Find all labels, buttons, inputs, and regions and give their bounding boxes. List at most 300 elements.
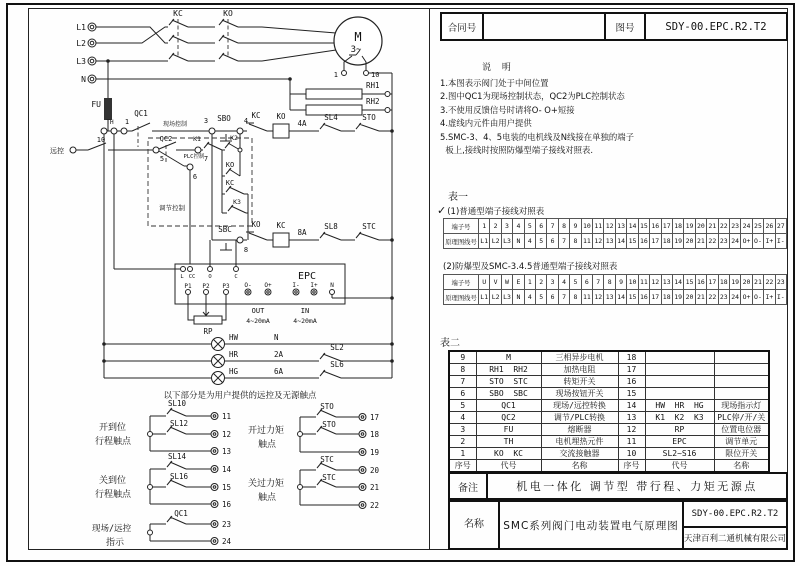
label-node4: 4 [243, 117, 249, 125]
component-cell [714, 351, 769, 364]
row-header: 原理图线号 [444, 234, 479, 249]
label-local-remote: 现场/远控 [92, 524, 132, 534]
component-cell: QC2 [476, 412, 541, 424]
label-qc1: QC1 [134, 109, 148, 118]
row-header: 端子号 [444, 275, 479, 290]
terminal-cell: 15 [638, 219, 649, 234]
user-contacts-note: 以下部分是为用户提供的远控及无源触点 [163, 391, 317, 401]
label-term-24: 24 [222, 537, 232, 546]
terminal-cell: 16 [695, 275, 706, 290]
component-cell: 代号 [476, 460, 541, 473]
terminal-cell: 14 [672, 275, 683, 290]
terminal-cell: 20 [684, 290, 695, 305]
label-in: IN [300, 307, 310, 315]
label-motor: M [354, 30, 362, 44]
component-cell: 加热电阻 [541, 364, 618, 376]
drawing-no-value: SDY-00.EPC.R2.T2 [665, 20, 767, 33]
terminal-cell: 25 [752, 219, 763, 234]
component-cell: FU [476, 424, 541, 436]
label-node5: 5 [159, 155, 165, 163]
label-o-plus: O+ [264, 282, 272, 289]
label-travel-contact-2: 行程触点 [95, 490, 132, 500]
title-block [440, 12, 788, 41]
terminal-cell: 13 [661, 275, 672, 290]
terminal-cell: 7 [547, 219, 558, 234]
label-term-20: 20 [370, 466, 380, 475]
label-rp: RP [203, 327, 213, 336]
component-cell [645, 376, 714, 388]
component-table-body [449, 351, 769, 472]
label-k3: K3 [233, 198, 241, 206]
label-close-torque: 关过力矩 [248, 479, 285, 489]
label-sl16: SL16 [169, 472, 189, 481]
label-stc-21: STC [322, 473, 336, 482]
component-row [449, 460, 769, 473]
terminal-cell: 23 [718, 290, 729, 305]
label-ko-coil: KO [276, 112, 286, 121]
terminal-cell: 17 [650, 234, 661, 249]
remark-value: 机电一体化 调节型 带行程、力矩无源点 [516, 480, 758, 493]
terminal-cell: L3 [501, 234, 512, 249]
component-cell: K1 K2 K3 [645, 412, 714, 424]
label-th: TH [106, 119, 114, 126]
heater-rh1 [306, 89, 362, 99]
label-in-range: 4~20mA [293, 317, 317, 325]
label-hw: HW [229, 333, 239, 342]
component-cell: 13 [618, 412, 645, 424]
notes-title: 说 明 [482, 63, 515, 73]
component-cell: 3 [449, 424, 476, 436]
label-term-22: 22 [370, 501, 380, 510]
label-term-17: 17 [370, 413, 380, 422]
label-epc-o: O [208, 274, 212, 280]
terminal-cell: 23 [718, 234, 729, 249]
terminal-cell: 15 [627, 290, 638, 305]
component-cell: 名称 [714, 460, 769, 473]
label-ko-contactor: KO [223, 9, 233, 18]
label-rh1: RH1 [366, 81, 380, 90]
terminal-cell: 19 [672, 290, 683, 305]
terminal-cell: 22 [718, 219, 729, 234]
component-cell: HW HR HG [645, 400, 714, 412]
terminal-cell: 12 [650, 275, 661, 290]
terminal-cell: 6 [547, 290, 558, 305]
terminal-cell: 3 [501, 219, 512, 234]
terminal-cell: 21 [752, 275, 763, 290]
terminal-cell: 3 [547, 275, 558, 290]
component-cell: STO STC [476, 376, 541, 388]
component-list-table [448, 350, 770, 473]
component-cell [714, 388, 769, 400]
label-rh2: RH2 [366, 97, 380, 106]
component-cell: 16 [618, 376, 645, 388]
terminal-cell: 1 [524, 275, 535, 290]
terminal-cell: 9 [615, 275, 626, 290]
component-row [449, 424, 769, 436]
terminal-cell: 26 [764, 219, 775, 234]
label-sl12: SL12 [169, 419, 189, 428]
component-cell: 8 [449, 364, 476, 376]
component-cell: 12 [618, 424, 645, 436]
terminal-cell: 21 [695, 290, 706, 305]
terminal-cell: 27 [775, 219, 786, 234]
terminal-cell: 18 [661, 290, 672, 305]
terminal-cell: 18 [661, 234, 672, 249]
terminal-cell: 17 [707, 275, 718, 290]
label-term-23: 23 [222, 520, 232, 529]
component-cell: 11 [618, 436, 645, 448]
label-torque-contact-2: 触点 [258, 493, 277, 503]
terminal-cell: 12 [593, 290, 604, 305]
label-l3: L3 [76, 57, 86, 66]
component-cell [714, 364, 769, 376]
notes-section [440, 60, 788, 157]
label-stc: STC [362, 222, 376, 231]
terminal-cell: 16 [650, 219, 661, 234]
terminal-cell: 1 [479, 219, 490, 234]
terminal-cell: 6 [547, 234, 558, 249]
component-cell: 调节单元 [714, 436, 769, 448]
terminal-cell: O- [752, 290, 763, 305]
terminal-cell: 4 [524, 290, 535, 305]
component-cell: 电机埋热元件 [541, 436, 618, 448]
terminal-cell: L1 [479, 290, 490, 305]
name-block-right [684, 502, 786, 548]
component-row [449, 400, 769, 412]
terminal-cell: N [513, 290, 524, 305]
label-node7: 7 [203, 155, 209, 163]
table-two-title: 表二 [440, 338, 460, 349]
component-cell: 1 [449, 448, 476, 460]
terminal-cell: 17 [650, 290, 661, 305]
component-cell [645, 388, 714, 400]
label-sbc: SBC [218, 225, 232, 234]
terminal-cell: V [490, 275, 501, 290]
label-term-13: 13 [222, 447, 232, 456]
terminal-cell: 7 [593, 275, 604, 290]
terminal-cell: 11 [581, 234, 592, 249]
label-wire-4a: 4A [297, 119, 307, 128]
terminal-table-normal [443, 218, 787, 249]
label-term-16: 16 [222, 500, 232, 509]
terminal-table-explosionproof [443, 274, 787, 305]
component-cell: 9 [449, 351, 476, 364]
label-sl2: SL2 [330, 343, 344, 352]
label-term-21: 21 [370, 483, 380, 492]
terminal-cell: 5 [536, 234, 547, 249]
label-motor-term-10: 10 [371, 71, 380, 79]
label-p2: P2 [202, 283, 210, 290]
terminal-cell: 7 [558, 290, 569, 305]
component-cell: 现场按钮开关 [541, 388, 618, 400]
label-stc-20: STC [320, 455, 334, 464]
row-header: 原理图线号 [444, 290, 479, 305]
label-term-11: 11 [222, 412, 232, 421]
component-cell [645, 364, 714, 376]
epc-box [175, 264, 345, 304]
drawing-no-label: 图号 [606, 14, 646, 39]
component-cell: 14 [618, 400, 645, 412]
label-p3: P3 [222, 283, 230, 290]
terminal-cell: 4 [558, 275, 569, 290]
terminal-cell: 12 [604, 219, 615, 234]
terminal-cell: 18 [672, 219, 683, 234]
label-hr: HR [229, 350, 239, 359]
terminal-cell: 20 [684, 234, 695, 249]
label-term-18: 18 [370, 430, 380, 439]
indicator-lamps [104, 134, 392, 385]
terminal-cell: L3 [501, 290, 512, 305]
component-row [449, 388, 769, 400]
terminal-cell: 19 [729, 275, 740, 290]
label-reg-control: 调节控制 [159, 204, 185, 212]
terminal-cell: 24 [729, 290, 740, 305]
terminal-cell: 6 [581, 275, 592, 290]
terminal-cell: 12 [593, 234, 604, 249]
note-item: 4.虚线内元件由用户提供 [440, 118, 532, 129]
name-label: 名称 [450, 502, 500, 548]
table-one-sub2-title: (2)防爆型及SMC-3.4.5普通型端子接线对照表 [443, 262, 618, 272]
terminal-cell: 2 [490, 219, 501, 234]
label-kc-nc-contact: KC [251, 111, 261, 120]
label-qc1-aux: QC1 [174, 509, 188, 518]
label-motor-term-1: 1 [333, 71, 338, 79]
label-remote: 远控 [50, 147, 64, 155]
terminal-cell: 4 [524, 234, 535, 249]
component-cell: 现场/远控转换 [541, 400, 618, 412]
component-cell [714, 376, 769, 388]
label-sto-18: STO [322, 420, 336, 429]
component-cell: 15 [618, 388, 645, 400]
label-fu: FU [91, 100, 101, 109]
terminal-cell: 8 [604, 275, 615, 290]
label-term-15: 15 [222, 483, 232, 492]
label-sl8: SL8 [324, 222, 338, 231]
component-cell: 限位开关 [714, 448, 769, 460]
epc-unit [114, 134, 392, 324]
terminal-cell: I- [775, 290, 786, 305]
terminal-cell: 14 [615, 290, 626, 305]
terminal-cell: 18 [718, 275, 729, 290]
label-kc-contactor: KC [173, 9, 183, 18]
label-epc-c: C [234, 274, 238, 280]
label-epc-cc: CC [188, 274, 196, 280]
label-kc-coil: KC [276, 221, 286, 230]
lamp-hg [212, 372, 225, 385]
label-field-control: 现场控制 [163, 121, 188, 128]
label-k1: K1 [193, 135, 201, 143]
terminal-cell: L2 [490, 290, 501, 305]
contract-no-value [484, 14, 606, 39]
terminal-cell: N [513, 234, 524, 249]
terminal-cell: 19 [672, 234, 683, 249]
component-cell: 18 [618, 351, 645, 364]
component-cell: M [476, 351, 541, 364]
component-cell: 熔断器 [541, 424, 618, 436]
label-l1: L1 [76, 23, 86, 32]
remark-label: 备注 [450, 474, 488, 498]
label-motor-phase: 3~ [350, 45, 362, 55]
label-node3: 3 [203, 117, 209, 125]
footer-drawing-no: SDY-00.EPC.R2.T2 [684, 502, 786, 528]
terminal-cell: 14 [627, 219, 638, 234]
label-wire1: 1 [124, 118, 130, 126]
terminal-cell: 22 [764, 275, 775, 290]
component-row [449, 364, 769, 376]
terminal-cell: 5 [570, 275, 581, 290]
terminal-cell: I+ [764, 290, 775, 305]
terminal-cell: L1 [479, 234, 490, 249]
note-item: 2.图中QC1为现场控制状态，QC2为PLC控制状态 [440, 91, 625, 102]
label-wire-6a: 6A [274, 367, 284, 376]
terminal-cell: 6 [536, 219, 547, 234]
terminal-cell: 13 [604, 234, 615, 249]
label-hg: HG [229, 367, 239, 376]
label-out-range: 4~20mA [246, 317, 270, 325]
fuse-body [104, 98, 112, 120]
label-qc2: QC2 [159, 135, 173, 143]
terminal-cell: 5 [524, 219, 535, 234]
terminal-cell: 8 [570, 234, 581, 249]
terminal-cell: 23 [775, 275, 786, 290]
label-sl14: SL14 [167, 452, 187, 461]
label-term-12: 12 [222, 430, 232, 439]
label-open-torque: 开过力矩 [248, 426, 285, 436]
terminal-cell: 21 [695, 234, 706, 249]
terminal-cell: 16 [638, 290, 649, 305]
terminal-cell: 8 [570, 290, 581, 305]
component-cell: RP [645, 424, 714, 436]
component-cell: 调节/PLC转换 [541, 412, 618, 424]
terminal-cell: 14 [615, 234, 626, 249]
component-cell: SL2~S16 [645, 448, 714, 460]
terminal-cell: 21 [707, 219, 718, 234]
label-i-plus: I+ [310, 282, 318, 289]
label-p1: P1 [184, 283, 192, 290]
component-row [449, 436, 769, 448]
wire-number-row [444, 234, 787, 249]
table-one-sub1-title [437, 204, 544, 217]
terminal-number-row [444, 219, 787, 234]
label-travel-contact-1: 行程触点 [95, 437, 132, 447]
component-cell: 6 [449, 388, 476, 400]
terminal-cell: 11 [593, 219, 604, 234]
component-cell: 转矩开关 [541, 376, 618, 388]
name-block [448, 500, 788, 550]
note-item: 5.SMC-3、4、5电装的电机线及N线接在单独的端子 [440, 131, 635, 142]
terminal-cell: 20 [741, 275, 752, 290]
component-cell: 7 [449, 376, 476, 388]
kc-coil [273, 233, 289, 247]
label-term-19: 19 [370, 448, 380, 457]
motor [334, 17, 392, 73]
terminal-cell: 13 [604, 290, 615, 305]
lamp-hr [212, 355, 225, 368]
component-cell: 交流接触器 [541, 448, 618, 460]
terminal-cell: L2 [490, 234, 501, 249]
terminal-number-row [444, 275, 787, 290]
component-row [449, 412, 769, 424]
label-indicate: 指示 [106, 538, 125, 548]
component-cell [645, 351, 714, 364]
label-ko-nc-contact: KO [251, 220, 261, 229]
terminal-cell: 15 [627, 234, 638, 249]
label-out: OUT [251, 307, 265, 315]
label-sl6: SL6 [330, 360, 344, 369]
label-open-travel: 开到位 [99, 423, 127, 433]
terminal-cell: 11 [581, 290, 592, 305]
terminal-cell: 15 [684, 275, 695, 290]
component-cell: 现场指示灯 [714, 400, 769, 412]
label-wire-8a: 8A [297, 228, 307, 237]
label-ko-aux: KO [225, 161, 235, 169]
terminal-cell: 7 [558, 234, 569, 249]
terminal-cell: 13 [615, 219, 626, 234]
note-item: 1.本图表示阀门处于中间位置 [440, 78, 549, 88]
terminal-cell: 9 [570, 219, 581, 234]
component-cell: 序号 [449, 460, 476, 473]
label-l2: L2 [76, 39, 86, 48]
terminal-cell: 23 [729, 219, 740, 234]
note-item: 3.不使用反馈信号时请将O- O+短接 [440, 104, 575, 115]
component-cell: 10 [618, 448, 645, 460]
component-cell: 位置电位器 [714, 424, 769, 436]
rp-potentiometer [194, 316, 222, 324]
company-name: 天津百利二通机械有限公司 [684, 534, 787, 544]
label-wire-2a: 2A [274, 350, 284, 359]
terminal-cell: 19 [684, 219, 695, 234]
label-torque-contact-1: 触点 [258, 440, 277, 450]
note-item: 板上,接线时按照防爆型端子接线对照表. [440, 145, 594, 156]
terminal-cell: 2 [536, 275, 547, 290]
terminal-cell: 8 [558, 219, 569, 234]
label-sl10: SL10 [167, 399, 187, 408]
component-row [449, 351, 769, 364]
label-node8: 8 [243, 246, 249, 254]
component-cell: 4 [449, 412, 476, 424]
label-close-travel: 关到位 [99, 476, 127, 486]
label-o-minus: O- [244, 282, 252, 289]
label-epc: EPC [297, 271, 317, 282]
component-row [449, 376, 769, 388]
sub1-title-text: (1)普通型端子接线对照表 [447, 207, 545, 217]
terminal-cell: I+ [764, 234, 775, 249]
component-cell: 代号 [645, 460, 714, 473]
label-node6: 6 [192, 173, 198, 181]
wire-number-row [444, 290, 787, 305]
component-cell: 5 [449, 400, 476, 412]
terminal-cell: 4 [513, 219, 524, 234]
label-wire10: 10 [96, 136, 106, 144]
component-cell: PLC停/开/关 [714, 412, 769, 424]
terminal-cell: 20 [695, 219, 706, 234]
terminal-cell: 5 [536, 290, 547, 305]
table-one-title: 表一 [448, 192, 468, 203]
label-k2: K2 [230, 134, 238, 142]
ko-coil [273, 124, 289, 138]
terminal-cell: W [501, 275, 512, 290]
component-cell: 三相异步电机 [541, 351, 618, 364]
component-cell: 名称 [541, 460, 618, 473]
terminal-cell: 24 [741, 219, 752, 234]
label-term-14: 14 [222, 465, 232, 474]
component-cell: KO KC [476, 448, 541, 460]
component-cell: QC1 [476, 400, 541, 412]
terminal-cell: 10 [627, 275, 638, 290]
row-header: 端子号 [444, 219, 479, 234]
power-wiring [96, 19, 336, 79]
label-lamp-n: N [274, 333, 279, 342]
